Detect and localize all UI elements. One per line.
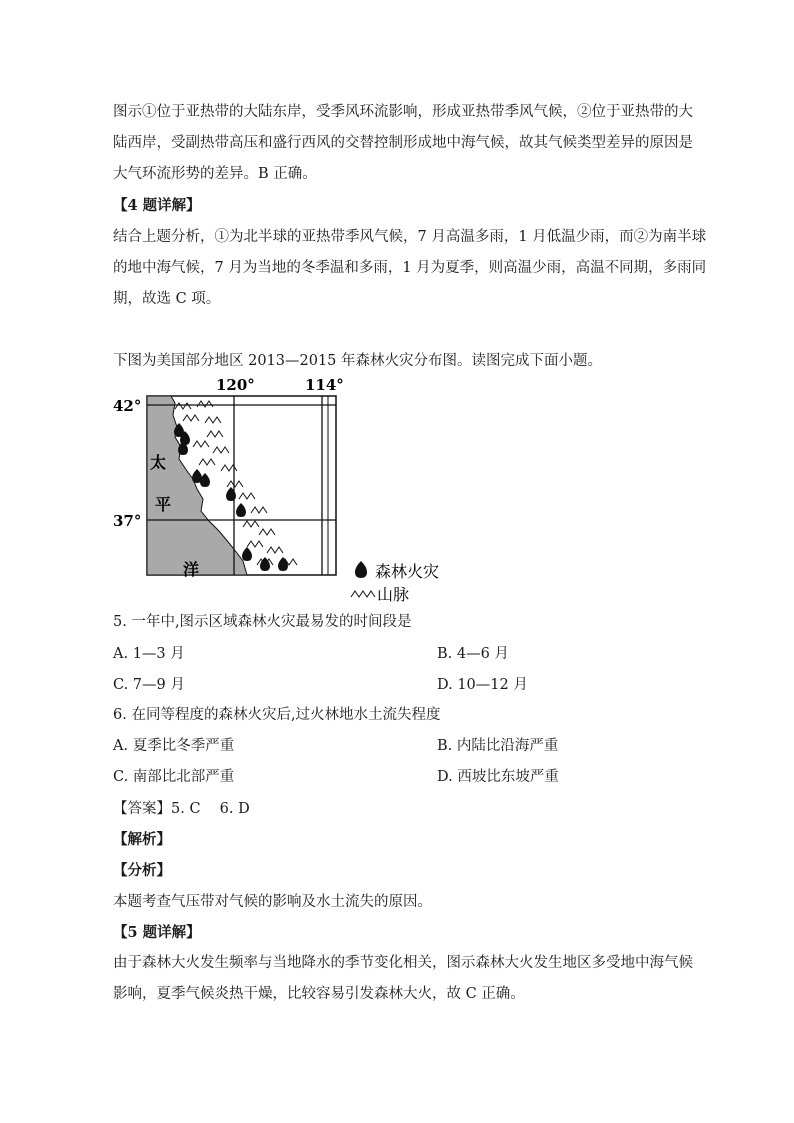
q5-stem: 5. 一年中,图示区域森林火灾最易发的时间段是	[113, 614, 412, 630]
ocean-char-2: 平	[155, 495, 172, 514]
q5-option-a: A. 1—3 月	[113, 646, 185, 662]
lon-label-120: 120°	[216, 376, 255, 394]
q6-options-row-2	[113, 765, 683, 789]
legend-fire-label: 森林火灾	[375, 562, 440, 581]
q6-options-row-1	[113, 734, 683, 758]
q5-option-d: D. 10—12 月	[437, 677, 528, 693]
fenxi-heading: 【分析】	[113, 862, 171, 879]
fenxi-text: 本题考查气压带对气候的影响及水土流失的原因。	[113, 894, 432, 910]
lat-label-42: 42°	[113, 397, 142, 415]
q6-stem: 6. 在同等程度的森林火灾后,过火林地水土流失程度	[113, 707, 441, 723]
q5-detail-heading: 【5 题详解】	[113, 924, 201, 941]
answer-line: 【答案】5. C 6. D	[113, 801, 250, 817]
map-intro-text: 下图为美国部分地区 2013—2015 年森林火灾分布图。读图完成下面小题。	[113, 353, 603, 369]
q6-option-d: D. 西坡比东坡严重	[437, 769, 559, 785]
q6-option-c: C. 南部比北部严重	[113, 769, 235, 785]
q5-option-b: B. 4—6 月	[437, 646, 509, 662]
q5-option-c: C. 7—9 月	[113, 677, 185, 693]
explanation-paragraph-3: 由于森林大火发生频率与当地降水的季节变化相关，图示森林大火发生地区多受地中海气候 影响，夏季气候炎热干燥，比较容易引发森林大火，故 C 正确。	[113, 955, 693, 1002]
forest-fire-map	[113, 375, 473, 605]
ocean-char-1: 太	[150, 453, 167, 472]
explanation-paragraph-1: 图示①位于亚热带的大陆东岸，受季风环流影响，形成亚热带季风气候，②位于亚热带的大 陆西岸，受副热带高压和盛行西风的交替控制形成地中海气候，故其气候类型差异的原因是 大气环流形势的差异。B 正确。	[113, 104, 693, 182]
analysis-heading: 【解析】	[113, 831, 171, 848]
legend-fire-icon	[355, 561, 367, 578]
explanation-paragraph-2: 结合上题分析，①为北半球的亚热带季风气候，7 月高温多雨，1 月低温少雨，而②为南半球 的地中海气候，7 月为当地的冬季温和多雨，1 月为夏季，则高温少雨，高温不同期，多雨同 期，故选 C 项。	[113, 229, 707, 307]
lat-label-37: 37°	[113, 512, 142, 530]
q6-option-a: A. 夏季比冬季严重	[113, 738, 235, 754]
legend-mountain-label: 山脉	[377, 585, 410, 604]
q5-options-row-1	[113, 642, 683, 666]
legend-mountain-icon	[351, 591, 375, 597]
lon-label-114: 114°	[305, 376, 344, 394]
q5-options-row-2	[113, 673, 683, 697]
ocean-char-3: 洋	[183, 560, 200, 579]
q4-detail-heading: 【4 题详解】	[113, 197, 201, 214]
q6-option-b: B. 内陆比沿海严重	[437, 738, 559, 754]
